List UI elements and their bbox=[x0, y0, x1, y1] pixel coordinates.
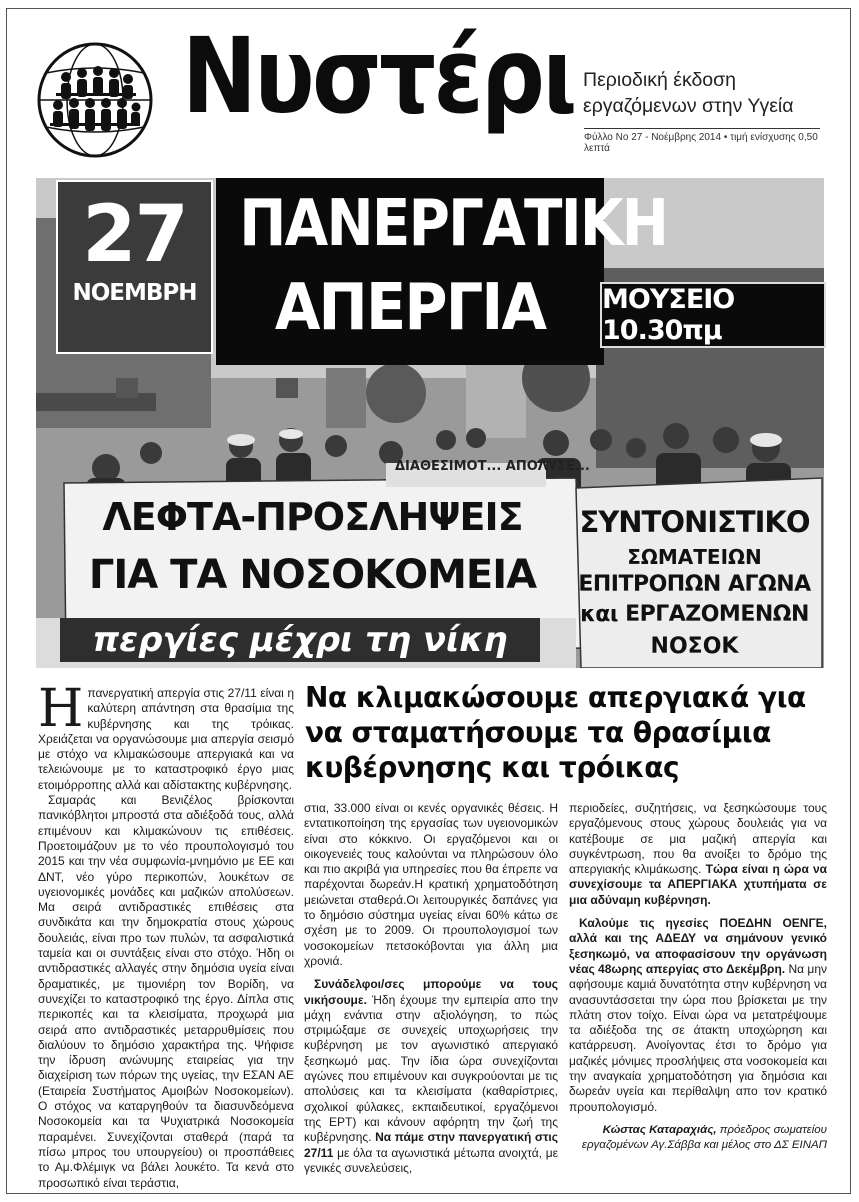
col2-para-1: στια, 33.000 είναι οι κενές οργανικές θέσεις. Η εντατικοποίηση της εργασίας των υγειονομικών είναι στο κόκκινο. Οι εργαζόμενοι και οι οικογενειές τους καλούνται να πληρώσουν όλο και πιο ακριβά για υπηρεσίες που θα έπρεπε να παρέχονται δωρεάν.Η κρατική χρηματοδότηση μειώνεται σταθερά.Οι λειτουργικές δαπάνες για το δημόσιο σύστημα υγείας είναι 60% κάτω σε σχέση με το 2009. Οι προυπολογισμοί των νοσοκομείων πετσοκόβονται για άλλη μια χρονιά. bbox=[304, 801, 558, 968]
paragraph bbox=[304, 977, 558, 1176]
col2-para-2: Ήδη έχουμε την εμπειρία απο την μάχη ενάντια στην αξιολόγηση, το πώς στριμώξαμε σε συνεχείς υποχωρήσεις την κυβέρνηση με τον αγωνιστικό απεργιακό ξεσηκωμό μας. Την ίδια ώρα συνεχίζονται αγώνες που επιμένουν και συγκρούονται με τις απολύσεις και τα κλεισίματα (καθαρίστριες, σχολικοί φύλακες, εκπαιδευτικοί, εργαζόμενοι της ΕΡΤ) και κάνουν αφόρητη την ζωή της κυβέρνησης. bbox=[304, 992, 558, 1145]
banner-right-line-4: και ΕΡΓΑΖΟΜΕΝΩΝ bbox=[580, 602, 809, 627]
masthead-title: Νυστέρι bbox=[182, 15, 575, 137]
article-column-1 bbox=[38, 679, 294, 1191]
author-name: Κώστας Καταραχιάς, bbox=[602, 1123, 717, 1136]
date-month: ΝΟΕΜΒΡΗ bbox=[72, 280, 197, 306]
banner-left-line-1: ΛΕΦΤΑ-ΠΡΟΣΛΗΨΕΙΣ bbox=[102, 495, 523, 539]
article-column-3 bbox=[569, 801, 827, 1154]
col2-bold-call: Να πάμε στην πανεργατική στις 27/11 bbox=[304, 1130, 559, 1160]
col3-para-2: Να μην αφήσουμε καμιά δυνατότητα στην κυβέρνηση να ανασυντάσσεται την ώρα που βρίσκεται με την πλάτη στον τοίχο. Είναι ώρα να μετατρέψουμε τα αδιέξοδα της σε άτακτη υποχώρηση και κατάρρευση. Ανοίγοντας έτσι το δρόμο για μαζικές μόνιμες προσλήψεις στα νοσοκομεία και την αναγκαία χρηματοδότηση για δημόσια και δωρεάν υγεία και περίθαλψη απο τον κρατικό προυπολογισμό. bbox=[569, 961, 827, 1114]
banner-right-line-1: ΣΥΝΤΟΝΙΣΤΙΚΟ bbox=[579, 505, 810, 539]
author-role-1: πρόεδρος σωματείου bbox=[719, 1123, 827, 1136]
banner-right-line-5: ΝΟΣΟΚ bbox=[650, 634, 739, 659]
col1-para-2: Σαμαράς και Βενιζέλος βρίσκονται πανικόβλητοι μπροστά στα αδιέξοδά τους, αλλά επιμένουν και κλιμακώνουν τις επιθέσεις. Προετοιμάζουν με το νέο προυπολογισμό του 2015 και την νέα συμφωνία-μνημόνιο με ΕΕ και ΔΝΤ, νέο γύρο περικοπών, λουκέτων σε υγειονομικές μονάδες και μαζικών απολύσεων. Μα σειρά αντιδραστικές επιθέσεις στα συνδικάτα και την δημοκρατία στους χώρους δουλειάς, είναι προ των πυλών, τα ασφαλιστικά ταμεία και οι συντάξεις είναι στο στόχο. Ήδη οι αντιδραστικές αλλαγές στην δημόσια υγεία είναι δραματικές, με τιμονιέρη τον Βορίδη, να συνεχίζει το καταστροφικό της έργο. Δίπλα στις περικοπές και τα κλεισίματα, προχωρά μια σειρά απο αντιδραστικές μεταρρυθμίσεις που διαλύουν το δημόσιο χαρακτήρα της. Ψήφισε την ίδρυση ανώνυμης εταιρείας για την διαχείριση των πόρων της υγείας, την ΕΣΑΝ ΑΕ (Εταιρεία Συστήματος Αμοιβών Νοσοκομείων). Ο στόχος να καταργηθούν τα διασυνδεόμενα Νοσοκομεία και τα Ψυχιατρικά Νοσοκομεία παραμένει. Συνεχίζονται σταθερά (παρά τα πίσω μπρος του υπουργείου) οι προσπάθειες το Αμ.Φλέμιγκ να βάλει λουκέτο. Τα κενά στο προσωπικό είναι τεράστια, bbox=[38, 793, 294, 1190]
banner-right-line-2: ΣΩΜΑΤΕΙΩΝ bbox=[627, 545, 762, 569]
masthead-subtitle bbox=[583, 67, 794, 119]
globe-people-logo-icon bbox=[36, 41, 154, 159]
col2-bold-lead: Συνάδελφοι/σες μπορούμε να τους νικήσουμε. bbox=[304, 977, 558, 1007]
paragraph bbox=[38, 679, 294, 793]
col3-para-1: περιοδείες, συζητήσεις, να ξεσηκώσουμε τους εργαζόμενους στους χώρους δουλειάς για να κατέβουμε σε μια μαζική απεργία και συγκέντρωση, που θα ανοίξει το δρόμο της απεργιακής κλιμάκωσης. bbox=[569, 801, 827, 877]
location-time: ΜΟΥΣΕΙΟ 10.30πμ bbox=[600, 282, 826, 348]
col3-bold-1: Τώρα είναι η ώρα να συνεχίσουμε τα ΑΠΕΡΓΙΑΚΑ χτυπήματα σε μια αδύναμη κυβέρνηση. bbox=[569, 862, 827, 907]
banner-bottom: περγίες μέχρι τη νίκη bbox=[60, 618, 540, 662]
article-column-2 bbox=[304, 801, 558, 1176]
placard-text: ΔΙΑΘΕΣΙΜΟΤ... ΑΠΟΛΥΣΕ... bbox=[395, 459, 590, 474]
col3-bold-2: Καλούμε τις ηγεσίες ΠΟΕΔΗΝ ΟΕΝΓΕ, αλλά και της ΑΔΕΔΥ να σημάνουν γενικό ξεσηκωμό, να αποφασίσουν την οργάνωση νέας 48ωρης απεργίας στο Δεκέμβρη. bbox=[569, 916, 827, 976]
date-box bbox=[56, 180, 213, 354]
article-headline: Να κλιμακώσουμε απεργιακά για να σταματήσουμε τα θρασίμια κυβέρνησης και τρόικας bbox=[305, 681, 806, 784]
banner-right-line-3: ΕΠΙΤΡΟΠΩΝ ΑΓΩΝΑ bbox=[578, 572, 811, 597]
paragraph bbox=[569, 801, 827, 908]
strike-title-line-1: ΠΑΝΕΡΓΑΤΙΚΗ bbox=[239, 187, 668, 261]
dropcap: Η bbox=[38, 679, 84, 739]
author-signature bbox=[569, 1123, 827, 1154]
paragraph bbox=[569, 916, 827, 1115]
author-role-2: εργαζομένων Αγ.Σάββα και μέλος στο ΔΣ ΕΙΝΑΠ bbox=[581, 1139, 827, 1152]
subtitle-line-1: Περιοδική έκδοση bbox=[583, 69, 737, 91]
strike-title-box bbox=[216, 178, 668, 365]
col2-para-2-end: με όλα τα αγωνιστικά μέτωπα ανοιχτά, με γενικές συνελεύσεις, bbox=[304, 1145, 558, 1175]
issue-info: Φύλλο Νο 27 - Νοέμβρης 2014 • τιμή ενίσχυσης 0,50 λεπτά bbox=[584, 128, 820, 154]
col1-para-1: πανεργατική απεργία στις 27/11 είναι η καλύτερη απάντηση στα θρασίμια της κυβέρνησης και της τρόικας. Χρειάζεται να οργανώσουμε μια απεργία σεισμό με στόχο να κλιμακώσουμε απεργιακά και να τελειώνουμε με το καταστροφικό έργο μιας ετοιμόρροπης αλλά και αδίστακτης κυβέρνησης. bbox=[38, 686, 294, 792]
banner-left-line-2: ΓΙΑ ΤΑ ΝΟΣΟΚΟΜΕΙΑ bbox=[88, 552, 537, 598]
subtitle-line-2: εργαζόμενων στην Υγεία bbox=[583, 95, 794, 117]
strike-title-line-2: ΑΠΕΡΓΙΑ bbox=[274, 271, 546, 345]
date-number: 27 bbox=[82, 190, 187, 280]
